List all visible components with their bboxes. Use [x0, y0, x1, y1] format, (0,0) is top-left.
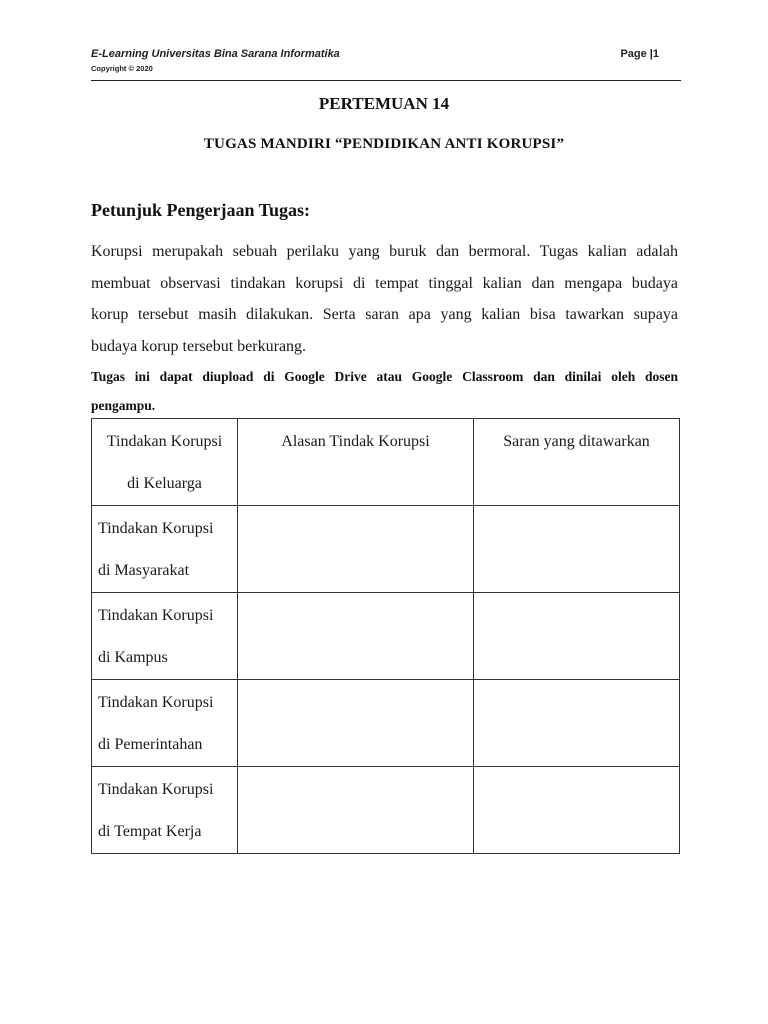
- row-label-line1: Tindakan Korupsi: [98, 520, 214, 537]
- table-row: [92, 767, 680, 854]
- table-cell-reason[interactable]: [238, 680, 474, 767]
- row-label-line2: di Keluarga: [127, 475, 202, 492]
- row-label-line2: di Masyarakat: [98, 562, 190, 579]
- assignment-title: TUGAS MANDIRI “PENDIDIKAN ANTI KORUPSI”: [203, 136, 565, 152]
- table-row: [92, 593, 680, 680]
- upload-note: [91, 362, 678, 420]
- table-cell-suggestion[interactable]: [474, 767, 680, 854]
- paragraph-line: membuat observasi tindakan korupsi di tempat tinggal kalian dan mengapa budaya: [91, 274, 678, 292]
- note-line: pengampu.: [91, 398, 156, 413]
- table-cell-reason[interactable]: [238, 506, 474, 593]
- row-label-line1: Tindakan Korupsi: [98, 607, 214, 624]
- table-cell-action: [92, 593, 238, 680]
- instructions-heading: Petunjuk Pengerjaan Tugas:: [91, 200, 311, 220]
- header-organization: E-Learning Universitas Bina Sarana Informatika: [91, 48, 340, 60]
- row-label-line2: di Pemerintahan: [98, 736, 203, 753]
- page-header: [91, 46, 681, 81]
- paragraph-line: budaya korup tersebut berkurang.: [91, 337, 307, 355]
- table-header-suggestion: [474, 419, 680, 506]
- table-cell-suggestion[interactable]: [474, 506, 680, 593]
- table-row: [92, 506, 680, 593]
- paragraph-line: Korupsi merupakah sebuah perilaku yang buruk dan bermoral. Tugas kalian adalah: [91, 243, 678, 260]
- table-cell-reason[interactable]: [238, 767, 474, 854]
- table-cell-suggestion[interactable]: [474, 593, 680, 680]
- assignment-table: [91, 418, 680, 854]
- row-label-line1: Tindakan Korupsi: [106, 433, 223, 450]
- table-header-reason: [238, 419, 474, 506]
- row-label-line1: Tindakan Korupsi: [98, 781, 214, 798]
- table-row: [92, 680, 680, 767]
- table-cell-action: [92, 419, 238, 506]
- row-label-line1: Tindakan Korupsi: [98, 694, 214, 711]
- table-cell-reason[interactable]: [238, 593, 474, 680]
- table-cell-suggestion[interactable]: [474, 680, 680, 767]
- table-cell-action: [92, 680, 238, 767]
- page-number: 1: [652, 48, 659, 60]
- table-cell-action: [92, 767, 238, 854]
- header-copyright: Copyright © 2020: [91, 64, 153, 73]
- paragraph-line: korup tersebut masih dilakukan. Serta saran apa yang kalian bisa tawarkan supaya: [91, 306, 678, 323]
- meeting-title: PERTEMUAN 14: [318, 94, 450, 113]
- row-label-line2: di Kampus: [98, 649, 168, 666]
- header-suggestion-text: Saran yang ditawarkan: [503, 433, 650, 450]
- table-cell-action: [92, 506, 238, 593]
- row-label-line2: di Tempat Kerja: [98, 823, 202, 840]
- table-row: [92, 419, 680, 506]
- note-line: Tugas ini dapat diupload di Google Drive atau Google Classroom dan dinilai oleh dosen: [91, 369, 678, 384]
- instructions-paragraph: [91, 236, 678, 362]
- header-reason-text: Alasan Tindak Korupsi: [281, 433, 430, 450]
- header-page-number: [620, 48, 659, 60]
- page-label: Page |: [620, 48, 653, 60]
